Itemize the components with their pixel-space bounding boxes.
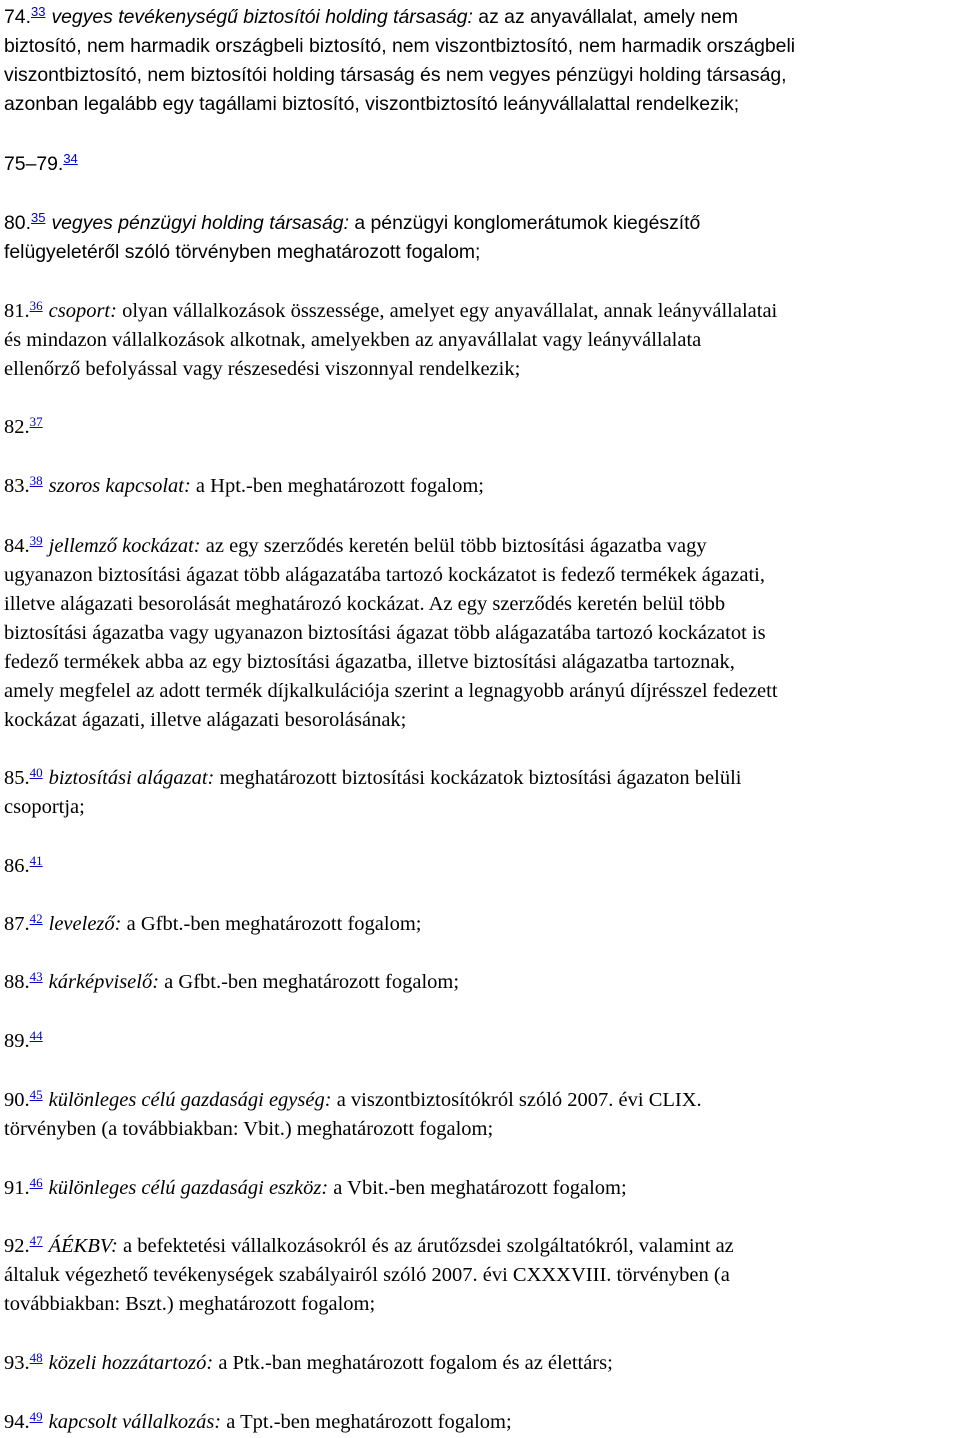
footnote-link[interactable]: 49 xyxy=(29,1409,43,1424)
definition-text: olyan vállalkozások összessége, amelyet egy anyavállalat, annak leányvállalatai xyxy=(116,300,778,322)
definition-line: illetve alágazati besorolását meghatározó kockázat. Az egy szerződés keretén belül több xyxy=(4,593,726,615)
definition-text: az egy szerződés keretén belül több biztosítási ágazatba vagy xyxy=(200,535,707,557)
definition-text: a Hpt.-ben meghatározott fogalom; xyxy=(190,475,484,497)
item-number: 94. xyxy=(4,1411,30,1433)
definition-line: biztosítási ágazatba vagy ugyanazon biztosítási ágazat több alágazatába tartozó kockázatot is xyxy=(4,622,766,644)
definition-86 xyxy=(4,852,956,881)
definition-text: a viszontbiztosítókról szóló 2007. évi CLIX. xyxy=(331,1089,702,1111)
item-number: 84. xyxy=(4,535,30,557)
footnote-link[interactable]: 43 xyxy=(29,969,43,984)
definition-text: a Ptk.-ban meghatározott fogalom és az élettárs; xyxy=(213,1352,613,1374)
defined-term: csoport: xyxy=(48,300,117,322)
definition-91 xyxy=(4,1174,956,1203)
footnote-link[interactable]: 37 xyxy=(29,414,43,429)
item-number: 74. xyxy=(4,6,31,28)
definition-line xyxy=(4,3,956,32)
definition-text: a Gfbt.-ben meghatározott fogalom; xyxy=(121,913,422,935)
defined-term: kapcsolt vállalkozás: xyxy=(48,1411,222,1433)
definition-text: a pénzügyi konglomerátumok kiegészítő xyxy=(348,212,701,234)
item-number: 90. xyxy=(4,1089,30,1111)
footnote-link[interactable]: 47 xyxy=(29,1233,43,1248)
item-number: 75–79. xyxy=(4,153,64,175)
item-number: 93. xyxy=(4,1352,30,1374)
definition-line: ellenőrző befolyással vagy részesedési viszonnyal rendelkezik; xyxy=(4,358,521,380)
definition-90 xyxy=(4,1086,956,1144)
footnote-link[interactable]: 33 xyxy=(30,4,46,19)
item-number: 81. xyxy=(4,300,30,322)
definition-87 xyxy=(4,910,956,939)
definition-74 xyxy=(4,3,956,119)
footnote-link[interactable]: 38 xyxy=(29,473,43,488)
definition-92 xyxy=(4,1232,956,1319)
definition-line: kockázat ágazati, illetve alágazati besorolásának; xyxy=(4,709,407,731)
defined-term: levelező: xyxy=(48,913,122,935)
defined-term: különleges célú gazdasági eszköz: xyxy=(48,1177,329,1199)
definition-94 xyxy=(4,1408,956,1437)
footnote-link[interactable]: 48 xyxy=(29,1350,43,1365)
footnote-link[interactable]: 34 xyxy=(63,151,78,166)
footnote-link[interactable]: 44 xyxy=(29,1028,43,1043)
definition-line: azonban legalább egy tagállami biztosító, viszontbiztosító leányvállalattal rendelkezik; xyxy=(4,93,740,115)
definition-text: a Vbit.-ben meghatározott fogalom; xyxy=(328,1177,627,1199)
item-number: 87. xyxy=(4,913,30,935)
item-number: 85. xyxy=(4,767,30,789)
item-number: 92. xyxy=(4,1235,30,1257)
item-number: 88. xyxy=(4,971,30,993)
definition-83 xyxy=(4,472,956,501)
definition-line: csoportja; xyxy=(4,796,85,818)
definition-81 xyxy=(4,297,956,384)
defined-term: különleges célú gazdasági egység: xyxy=(48,1089,332,1111)
definition-line: ugyanazon biztosítási ágazat több alágazatába tartozó kockázatot is fedező termékek ágazati, xyxy=(4,564,765,586)
definition-line: általuk végezhető tevékenységek szabályairól szóló 2007. évi CXXXVIII. törvényben (a xyxy=(4,1264,730,1286)
definition-75-79 xyxy=(4,150,956,179)
defined-term: szoros kapcsolat: xyxy=(48,475,191,497)
footnote-link[interactable]: 45 xyxy=(29,1087,43,1102)
definition-line: továbbiakban: Bszt.) meghatározott fogalom; xyxy=(4,1293,376,1315)
defined-term: ÁÉKBV: xyxy=(48,1235,118,1257)
defined-term: közeli hozzátartozó: xyxy=(48,1352,214,1374)
defined-term: vegyes tevékenységű biztosítói holding társaság: xyxy=(51,6,473,28)
definition-line: törvényben (a továbbiakban: Vbit.) meghatározott fogalom; xyxy=(4,1118,494,1140)
definition-85 xyxy=(4,764,956,822)
item-number: 82. xyxy=(4,416,30,438)
definition-89 xyxy=(4,1027,956,1056)
item-number: 83. xyxy=(4,475,30,497)
definition-line: fedező termékek abba az egy biztosítási ágazatba, illetve biztosítási alágazatba tartoznak, xyxy=(4,651,735,673)
footnote-link[interactable]: 40 xyxy=(29,765,43,780)
item-number: 86. xyxy=(4,855,30,877)
item-number: 91. xyxy=(4,1177,30,1199)
definition-line: amely megfelel az adott termék díjkalkulációja szerint a legnagyobb arányú díjrésszel fedezett xyxy=(4,680,778,702)
footnote-link[interactable]: 42 xyxy=(29,911,43,926)
definition-line: és mindazon vállalkozások alkotnak, amelyekben az anyavállalat vagy leányvállalata xyxy=(4,329,702,351)
footnote-link[interactable]: 39 xyxy=(29,533,43,548)
definition-82 xyxy=(4,413,956,442)
definition-text: a Tpt.-ben meghatározott fogalom; xyxy=(221,1411,512,1433)
definition-text: a befektetési vállalkozásokról és az árutőzsdei szolgáltatókról, valamint az xyxy=(117,1235,734,1257)
definition-88 xyxy=(4,968,956,997)
footnote-link[interactable]: 35 xyxy=(30,210,46,225)
definition-line: biztosító, nem harmadik országbeli biztosító, nem viszontbiztosító, nem harmadik országbeli xyxy=(4,35,796,57)
defined-term: kárképviselő: xyxy=(48,971,160,993)
footnote-link[interactable]: 41 xyxy=(29,853,43,868)
footnote-link[interactable]: 46 xyxy=(29,1175,43,1190)
definition-text: az az anyavállalat, amely nem xyxy=(472,6,739,28)
footnote-link[interactable]: 36 xyxy=(29,298,43,313)
defined-term: jellemző kockázat: xyxy=(48,535,201,557)
definition-93 xyxy=(4,1349,956,1378)
definition-line: viszontbiztosító, nem biztosítói holding társaság és nem vegyes pénzügyi holding társaság, xyxy=(4,64,787,86)
defined-term: biztosítási alágazat: xyxy=(48,767,215,789)
item-number: 89. xyxy=(4,1030,30,1052)
definition-80 xyxy=(4,209,956,267)
definition-line: felügyeletéről szóló törvényben meghatározott fogalom; xyxy=(4,241,481,263)
defined-term: vegyes pénzügyi holding társaság: xyxy=(51,212,349,234)
definition-84 xyxy=(4,532,956,735)
item-number: 80. xyxy=(4,212,31,234)
definition-text: a Gfbt.-ben meghatározott fogalom; xyxy=(159,971,460,993)
definition-text: meghatározott biztosítási kockázatok biztosítási ágazaton belüli xyxy=(214,767,742,789)
